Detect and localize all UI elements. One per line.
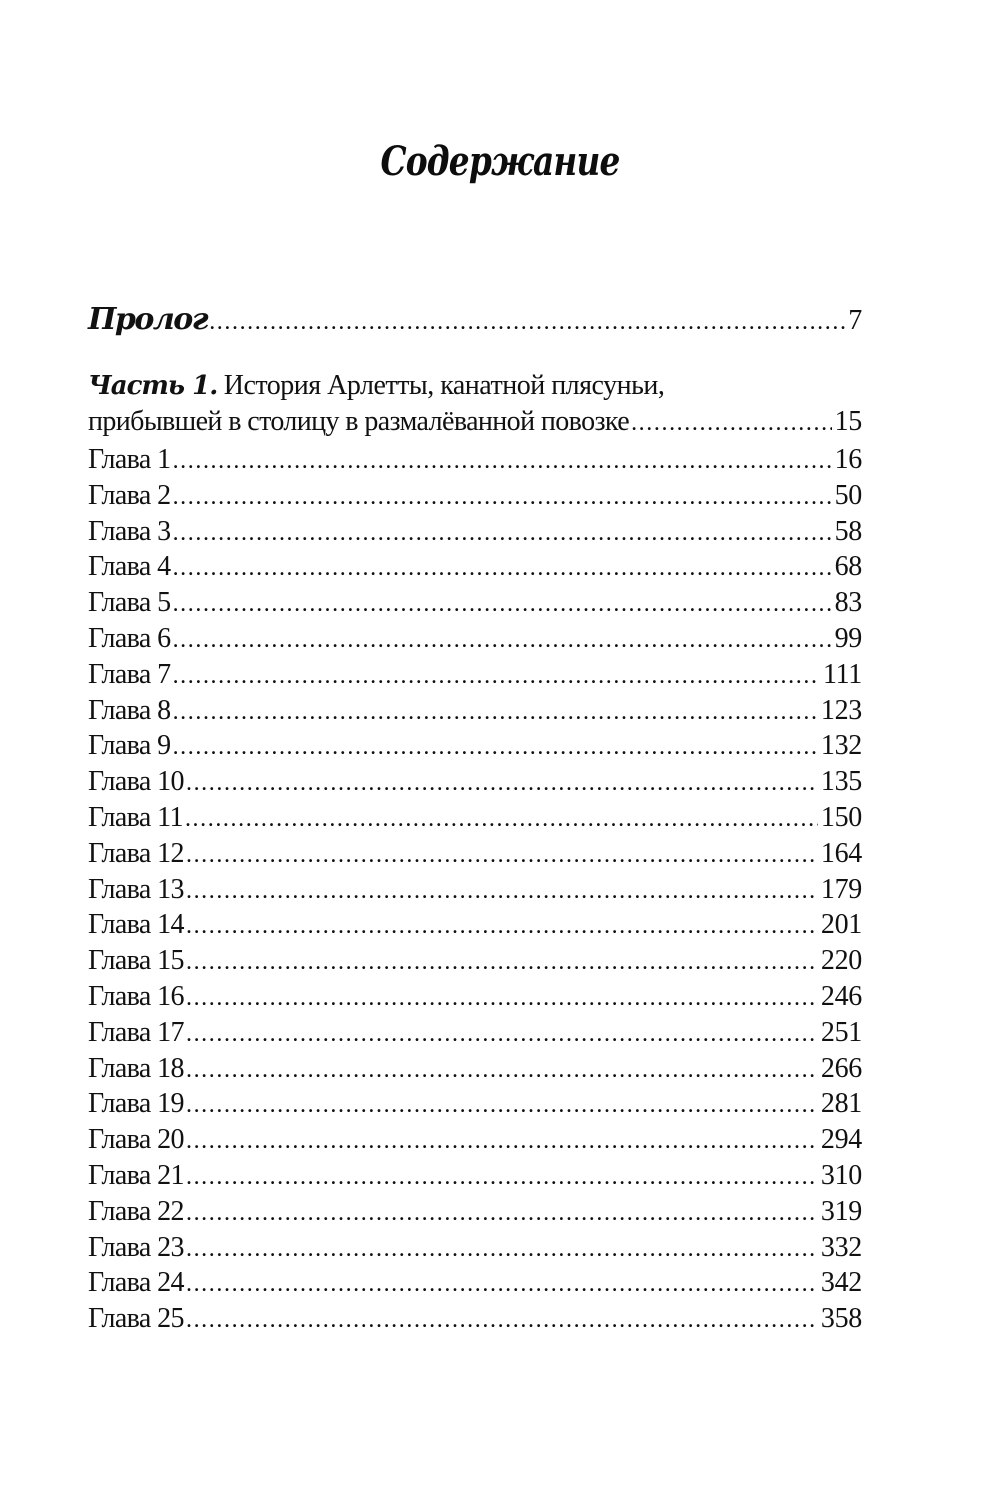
toc-entry-label: Глава 12 [88,837,184,869]
dot-leader [173,730,818,766]
toc-page-number: 135 [820,766,862,798]
chapter-list [88,442,862,1337]
toc-page-number: 164 [820,837,862,869]
toc-entry-label: Глава 8 [88,694,171,726]
toc-page-number: 246 [820,980,862,1012]
toc-entry-chapter[interactable] [88,1194,862,1230]
dot-leader [186,1232,818,1268]
toc-entry-chapter[interactable] [88,549,862,585]
toc-entry-chapter[interactable] [88,907,862,943]
dot-leader [186,1124,818,1160]
toc-entry-label: Глава 4 [88,551,171,583]
dot-leader [173,480,832,516]
toc-entry-chapter[interactable] [88,621,862,657]
dot-leader [173,695,818,731]
toc-entry-label: Пролог [88,302,208,337]
toc-entry-chapter[interactable] [88,728,862,764]
toc-entry-label: Глава 16 [88,980,184,1012]
toc-page-number: 251 [820,1016,862,1048]
toc-entry-chapter[interactable] [88,1122,862,1158]
toc-page-number: 16 [834,444,862,475]
toc-entry-chapter[interactable] [88,872,862,908]
toc-entry-label: Глава 11 [88,801,183,833]
toc-entry-chapter[interactable] [88,800,862,836]
toc-page-number: 281 [820,1088,862,1120]
toc-entry-part-1[interactable] [88,368,862,440]
dot-leader [631,406,832,442]
toc-page-number: 342 [820,1267,862,1299]
toc-entry-label: Глава 14 [88,909,184,941]
dot-leader [186,1160,818,1196]
dot-leader [185,802,818,838]
toc-page-number: 7 [848,305,862,336]
toc-entry-chapter[interactable] [88,1086,862,1122]
dot-leader [173,444,832,480]
dot-leader [186,874,818,910]
part-title-line-1 [88,368,862,404]
toc-entry-chapter[interactable] [88,1230,862,1266]
dot-leader [186,1267,818,1303]
toc-page-number: 58 [834,515,862,547]
toc-entry-label: Глава 22 [88,1195,184,1227]
toc-entry-chapter[interactable] [88,836,862,872]
dot-leader [209,298,845,346]
toc-entry-label: Глава 1 [88,444,171,475]
toc-page-number: 358 [820,1303,862,1335]
dot-leader [173,516,832,552]
toc-entry-chapter[interactable] [88,1158,862,1194]
toc-page-number: 332 [820,1231,862,1263]
toc-entry-label: Глава 17 [88,1016,184,1048]
toc-page-number: 266 [820,1052,862,1084]
toc-entry-label: Глава 23 [88,1231,184,1263]
dot-leader [186,1196,818,1232]
toc-entry-label: Глава 7 [88,658,171,690]
dot-leader [186,1053,818,1089]
toc-page-number: 123 [820,694,862,726]
toc-page-number: 310 [820,1159,862,1191]
toc-entry-label: Глава 24 [88,1267,184,1299]
toc-entry-chapter[interactable] [88,943,862,979]
toc-entry-label: Глава 19 [88,1088,184,1120]
toc-page-number: 68 [834,551,862,583]
toc-page-number: 150 [820,801,862,833]
toc-entry-chapter[interactable] [88,514,862,550]
toc-entry-label: Глава 13 [88,873,184,905]
dot-leader [173,587,832,623]
toc-page-number: 111 [822,658,862,690]
toc-entry-prolog[interactable] [88,296,862,344]
toc-page-number: 220 [820,945,862,977]
toc-entry-label: Глава 18 [88,1052,184,1084]
dot-leader [186,1088,818,1124]
toc-entry-chapter[interactable] [88,1015,862,1051]
toc-entry-chapter[interactable] [88,478,862,514]
toc-entry-label: Глава 10 [88,766,184,798]
toc-entry-chapter[interactable] [88,979,862,1015]
part-title-line-2 [88,404,862,440]
toc-page-number: 132 [820,730,862,762]
toc-entry-label: Глава 15 [88,945,184,977]
part-title-text: История Арлетты, канатной плясуньи, [223,370,665,401]
dot-leader [186,909,818,945]
dot-leader [173,659,820,695]
toc-page-number: 294 [820,1124,862,1156]
toc-page-number: 201 [820,909,862,941]
toc-entry-label: Глава 2 [88,479,171,511]
toc-entry-label: Глава 6 [88,622,171,654]
toc-entry-label: Глава 3 [88,515,171,547]
dot-leader [186,945,818,981]
part-prefix: Часть 1. [88,371,218,401]
toc-entry-chapter[interactable] [88,657,862,693]
page-title: Содержание [380,138,620,185]
toc-entry-label: Глава 9 [88,730,171,762]
toc-entry-chapter[interactable] [88,585,862,621]
dot-leader [186,838,818,874]
toc-page-number: 319 [820,1195,862,1227]
toc-page-number: 83 [834,587,862,619]
dot-leader [186,1303,818,1339]
toc-entry-chapter[interactable] [88,1265,862,1301]
toc-entry-label: Глава 21 [88,1159,184,1191]
toc-entry-chapter[interactable] [88,442,862,478]
toc-entry-chapter[interactable] [88,1301,862,1337]
toc-entry-label: Глава 5 [88,587,171,619]
toc-page-number: 15 [834,406,862,437]
toc-entry-chapter[interactable] [88,693,862,729]
toc-entry-chapter[interactable] [88,764,862,800]
toc-entry-chapter[interactable] [88,1051,862,1087]
toc-entry-label: Глава 20 [88,1124,184,1156]
dot-leader [186,981,818,1017]
toc-page-number: 179 [820,873,862,905]
dot-leader [173,623,832,659]
toc-entry-label: Глава 25 [88,1303,184,1335]
dot-leader [186,766,818,802]
dot-leader [186,1017,818,1053]
toc-page-number: 50 [834,479,862,511]
dot-leader [173,551,832,587]
toc-entry-label: прибывшей в столицу в размалёванной повозке [88,406,630,437]
toc-page-number: 99 [834,622,862,654]
